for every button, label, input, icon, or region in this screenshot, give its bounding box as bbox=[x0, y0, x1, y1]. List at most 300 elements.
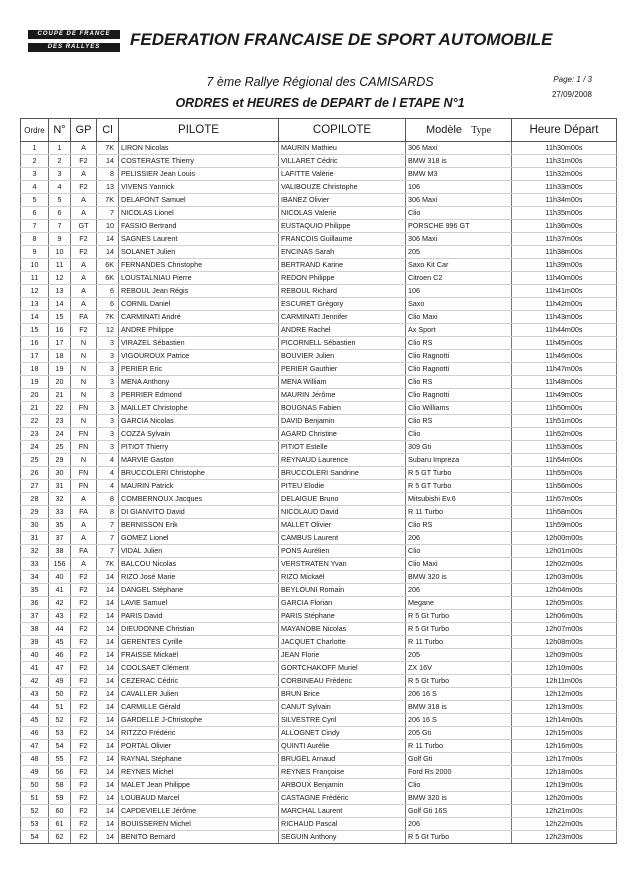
cell-gp: F2 bbox=[71, 636, 97, 649]
cell-no: 30 bbox=[49, 467, 71, 480]
logo-line-1: COUPE DE FRANCE bbox=[28, 30, 120, 39]
cell-cl: 14 bbox=[97, 779, 119, 792]
cell-no: 9 bbox=[49, 233, 71, 246]
cell-copilote: VILLARET Cédric bbox=[279, 155, 406, 168]
cell-heure: 11h43m00s bbox=[512, 311, 617, 324]
cell-ordre: 45 bbox=[21, 714, 49, 727]
cell-no: 16 bbox=[49, 324, 71, 337]
cell-copilote: MAURIN Jérôme bbox=[279, 389, 406, 402]
cell-no: 19 bbox=[49, 363, 71, 376]
table-row bbox=[21, 714, 617, 727]
cell-cl: 3 bbox=[97, 350, 119, 363]
cell-modele: 306 Maxi bbox=[406, 142, 512, 155]
cell-pilote: DANGEL Stéphane bbox=[119, 584, 279, 597]
cell-pilote: FERNANDES Christophe bbox=[119, 259, 279, 272]
cell-copilote: ANDRE Rachel bbox=[279, 324, 406, 337]
cell-modele: BMW 318 is bbox=[406, 701, 512, 714]
cell-modele: Clio Ragnotti bbox=[406, 363, 512, 376]
cell-copilote: SEGUIN Anthony bbox=[279, 831, 406, 844]
table-row bbox=[21, 285, 617, 298]
table-row bbox=[21, 649, 617, 662]
cell-cl: 6 bbox=[97, 298, 119, 311]
logo bbox=[28, 30, 120, 56]
table-row bbox=[21, 220, 617, 233]
cell-cl: 14 bbox=[97, 753, 119, 766]
cell-pilote: COMBERNOUX Jacques bbox=[119, 493, 279, 506]
cell-copilote: PERIER Gauthier bbox=[279, 363, 406, 376]
cell-cl: 7K bbox=[97, 311, 119, 324]
cell-heure: 12h20m00s bbox=[512, 792, 617, 805]
cell-heure: 11h50m00s bbox=[512, 402, 617, 415]
cell-pilote: LAVIE Samuel bbox=[119, 597, 279, 610]
cell-pilote: COSTERASTE Thierry bbox=[119, 155, 279, 168]
cell-gp: F2 bbox=[71, 688, 97, 701]
table-row bbox=[21, 831, 617, 844]
cell-gp: F2 bbox=[71, 571, 97, 584]
cell-no: 32 bbox=[49, 493, 71, 506]
cell-no: 24 bbox=[49, 428, 71, 441]
cell-ordre: 1 bbox=[21, 142, 49, 155]
cell-copilote: NICOLAS Valerie bbox=[279, 207, 406, 220]
table-row bbox=[21, 623, 617, 636]
cell-gp: A bbox=[71, 259, 97, 272]
cell-gp: F2 bbox=[71, 792, 97, 805]
cell-cl: 7 bbox=[97, 207, 119, 220]
cell-modele: Clio Ragnotti bbox=[406, 350, 512, 363]
cell-ordre: 12 bbox=[21, 285, 49, 298]
cell-gp: F2 bbox=[71, 831, 97, 844]
cell-modele: Clio Maxi bbox=[406, 311, 512, 324]
cell-pilote: DIEUDONNE Christian bbox=[119, 623, 279, 636]
cell-ordre: 29 bbox=[21, 506, 49, 519]
cell-heure: 12h05m00s bbox=[512, 597, 617, 610]
cell-copilote: BRUCCOLERI Sandrine bbox=[279, 467, 406, 480]
cell-pilote: RITZZO Frédéric bbox=[119, 727, 279, 740]
cell-heure: 12h03m00s bbox=[512, 571, 617, 584]
cell-copilote: EUSTAQUIO Philippe bbox=[279, 220, 406, 233]
cell-no: 58 bbox=[49, 779, 71, 792]
cell-copilote: QUINTI Aurélie bbox=[279, 740, 406, 753]
cell-heure: 11h33m00s bbox=[512, 181, 617, 194]
cell-ordre: 32 bbox=[21, 545, 49, 558]
col-heure: Heure Départ bbox=[512, 119, 617, 142]
table-row bbox=[21, 467, 617, 480]
cell-ordre: 54 bbox=[21, 831, 49, 844]
cell-cl: 14 bbox=[97, 727, 119, 740]
cell-copilote: MENA William bbox=[279, 376, 406, 389]
table-row bbox=[21, 480, 617, 493]
cell-gp: A bbox=[71, 272, 97, 285]
cell-pilote: MARVIE Gaston bbox=[119, 454, 279, 467]
cell-pilote: LIRON Nicolas bbox=[119, 142, 279, 155]
cell-ordre: 14 bbox=[21, 311, 49, 324]
cell-modele: Ford Rs 2000 bbox=[406, 766, 512, 779]
cell-pilote: MAILLET Christophe bbox=[119, 402, 279, 415]
cell-pilote: GARCIA Nicolas bbox=[119, 415, 279, 428]
document-date: 27/09/2008 bbox=[551, 90, 592, 99]
cell-copilote: BRUN Brice bbox=[279, 688, 406, 701]
cell-heure: 11h56m00s bbox=[512, 480, 617, 493]
table-row bbox=[21, 428, 617, 441]
cell-cl: 14 bbox=[97, 740, 119, 753]
cell-ordre: 47 bbox=[21, 740, 49, 753]
table-row bbox=[21, 766, 617, 779]
cell-cl: 7 bbox=[97, 545, 119, 558]
table-row bbox=[21, 753, 617, 766]
cell-modele: Mitsubishi Ev.6 bbox=[406, 493, 512, 506]
cell-modele: 309 Gti bbox=[406, 441, 512, 454]
table-row bbox=[21, 207, 617, 220]
cell-cl: 14 bbox=[97, 233, 119, 246]
cell-ordre: 5 bbox=[21, 194, 49, 207]
cell-gp: F2 bbox=[71, 753, 97, 766]
cell-cl: 14 bbox=[97, 766, 119, 779]
cell-copilote: BOUGNAS Fabien bbox=[279, 402, 406, 415]
cell-cl: 14 bbox=[97, 584, 119, 597]
table-row bbox=[21, 454, 617, 467]
cell-gp: FA bbox=[71, 506, 97, 519]
cell-pilote: SOLANET Julien bbox=[119, 246, 279, 259]
cell-heure: 11h38m00s bbox=[512, 246, 617, 259]
cell-ordre: 31 bbox=[21, 532, 49, 545]
cell-gp: F2 bbox=[71, 701, 97, 714]
cell-cl: 3 bbox=[97, 415, 119, 428]
cell-cl: 10 bbox=[97, 220, 119, 233]
cell-cl: 6K bbox=[97, 272, 119, 285]
cell-no: 7 bbox=[49, 220, 71, 233]
cell-copilote: BOUVIER Julien bbox=[279, 350, 406, 363]
cell-modele: Clio Ragnotti bbox=[406, 389, 512, 402]
cell-no: 40 bbox=[49, 571, 71, 584]
cell-heure: 11h55m00s bbox=[512, 467, 617, 480]
start-order-table bbox=[20, 118, 617, 844]
cell-gp: FN bbox=[71, 402, 97, 415]
cell-gp: N bbox=[71, 350, 97, 363]
cell-modele: BMW 318 is bbox=[406, 155, 512, 168]
cell-copilote: PARIS Stéphane bbox=[279, 610, 406, 623]
cell-ordre: 43 bbox=[21, 688, 49, 701]
cell-ordre: 38 bbox=[21, 623, 49, 636]
cell-heure: 11h45m00s bbox=[512, 337, 617, 350]
cell-copilote: FRANCOIS Guillaume bbox=[279, 233, 406, 246]
table-row bbox=[21, 298, 617, 311]
cell-no: 49 bbox=[49, 675, 71, 688]
cell-copilote: BEYLOUNI Romain bbox=[279, 584, 406, 597]
cell-heure: 11h40m00s bbox=[512, 272, 617, 285]
cell-modele: Clio Maxi bbox=[406, 558, 512, 571]
cell-modele: BMW 320 is bbox=[406, 792, 512, 805]
cell-heure: 12h10m00s bbox=[512, 662, 617, 675]
cell-pilote: DELAFONT Samuel bbox=[119, 194, 279, 207]
cell-copilote: PICORNELL Sébastien bbox=[279, 337, 406, 350]
table-row bbox=[21, 168, 617, 181]
cell-ordre: 51 bbox=[21, 792, 49, 805]
cell-pilote: REBOUL Jean Régis bbox=[119, 285, 279, 298]
cell-copilote: RIZO Mickaël bbox=[279, 571, 406, 584]
cell-pilote: MAURIN Patrick bbox=[119, 480, 279, 493]
cell-no: 156 bbox=[49, 558, 71, 571]
cell-no: 59 bbox=[49, 792, 71, 805]
cell-modele: R 5 GT Turbo bbox=[406, 480, 512, 493]
cell-copilote: PITEU Elodie bbox=[279, 480, 406, 493]
cell-ordre: 40 bbox=[21, 649, 49, 662]
cell-pilote: PARIS David bbox=[119, 610, 279, 623]
cell-copilote: AGARD Christine bbox=[279, 428, 406, 441]
cell-no: 13 bbox=[49, 285, 71, 298]
col-modele: Modèle bbox=[425, 124, 463, 136]
table-row bbox=[21, 272, 617, 285]
table-row bbox=[21, 610, 617, 623]
cell-pilote: LOUSTALNIAU Pierre bbox=[119, 272, 279, 285]
cell-gp: F2 bbox=[71, 805, 97, 818]
cell-cl: 14 bbox=[97, 688, 119, 701]
cell-modele: 205 Gti bbox=[406, 727, 512, 740]
cell-heure: 12h02m00s bbox=[512, 558, 617, 571]
cell-gp: N bbox=[71, 415, 97, 428]
cell-modele: Clio bbox=[406, 545, 512, 558]
cell-ordre: 26 bbox=[21, 467, 49, 480]
cell-cl: 3 bbox=[97, 441, 119, 454]
cell-heure: 12h14m00s bbox=[512, 714, 617, 727]
cell-cl: 13 bbox=[97, 181, 119, 194]
table-row bbox=[21, 259, 617, 272]
cell-gp: A bbox=[71, 493, 97, 506]
cell-no: 62 bbox=[49, 831, 71, 844]
cell-pilote: VIVENS Yannick bbox=[119, 181, 279, 194]
cell-copilote: ARBOUX Benjamin bbox=[279, 779, 406, 792]
cell-no: 56 bbox=[49, 766, 71, 779]
cell-heure: 11h58m00s bbox=[512, 506, 617, 519]
cell-cl: 14 bbox=[97, 155, 119, 168]
cell-no: 38 bbox=[49, 545, 71, 558]
cell-heure: 12h04m00s bbox=[512, 584, 617, 597]
cell-ordre: 17 bbox=[21, 350, 49, 363]
cell-heure: 11h46m00s bbox=[512, 350, 617, 363]
cell-heure: 11h52m00s bbox=[512, 428, 617, 441]
cell-ordre: 28 bbox=[21, 493, 49, 506]
cell-modele: 306 Maxi bbox=[406, 194, 512, 207]
cell-cl: 14 bbox=[97, 714, 119, 727]
cell-gp: N bbox=[71, 376, 97, 389]
cell-pilote: FRAISSE Mickaël bbox=[119, 649, 279, 662]
cell-no: 1 bbox=[49, 142, 71, 155]
cell-modele: 205 bbox=[406, 246, 512, 259]
cell-pilote: RAYNAL Stéphane bbox=[119, 753, 279, 766]
cell-ordre: 53 bbox=[21, 818, 49, 831]
cell-heure: 11h37m00s bbox=[512, 233, 617, 246]
cell-heure: 11h51m00s bbox=[512, 415, 617, 428]
cell-pilote: REYNES Michel bbox=[119, 766, 279, 779]
cell-ordre: 9 bbox=[21, 246, 49, 259]
cell-cl: 12 bbox=[97, 324, 119, 337]
col-copilote: COPILOTE bbox=[279, 119, 406, 142]
cell-modele: Golf Gti 16S bbox=[406, 805, 512, 818]
cell-ordre: 19 bbox=[21, 376, 49, 389]
cell-modele: R 5 Gt Turbo bbox=[406, 623, 512, 636]
cell-cl: 14 bbox=[97, 831, 119, 844]
cell-copilote: PONS Aurélien bbox=[279, 545, 406, 558]
cell-modele: 206 bbox=[406, 532, 512, 545]
cell-copilote: SILVESTRE Cyril bbox=[279, 714, 406, 727]
cell-cl: 3 bbox=[97, 428, 119, 441]
cell-pilote: CEZERAC Cédric bbox=[119, 675, 279, 688]
cell-gp: F2 bbox=[71, 181, 97, 194]
cell-ordre: 49 bbox=[21, 766, 49, 779]
cell-no: 17 bbox=[49, 337, 71, 350]
cell-no: 2 bbox=[49, 155, 71, 168]
cell-modele: 206 bbox=[406, 818, 512, 831]
cell-ordre: 27 bbox=[21, 480, 49, 493]
cell-modele: 306 Maxi bbox=[406, 233, 512, 246]
table-row bbox=[21, 246, 617, 259]
cell-ordre: 44 bbox=[21, 701, 49, 714]
col-cl: Cl bbox=[97, 119, 119, 142]
cell-ordre: 35 bbox=[21, 584, 49, 597]
cell-cl: 8 bbox=[97, 493, 119, 506]
cell-copilote: DAVID Benjamin bbox=[279, 415, 406, 428]
cell-copilote: MAYANOBE Nicolas bbox=[279, 623, 406, 636]
table-row bbox=[21, 558, 617, 571]
cell-heure: 11h35m00s bbox=[512, 207, 617, 220]
cell-heure: 11h57m00s bbox=[512, 493, 617, 506]
cell-pilote: BOUISSEREN Michel bbox=[119, 818, 279, 831]
cell-pilote: GOMEZ Lionel bbox=[119, 532, 279, 545]
cell-gp: FN bbox=[71, 428, 97, 441]
cell-cl: 3 bbox=[97, 337, 119, 350]
table-row bbox=[21, 818, 617, 831]
cell-no: 42 bbox=[49, 597, 71, 610]
cell-heure: 12h15m00s bbox=[512, 727, 617, 740]
cell-no: 20 bbox=[49, 376, 71, 389]
document-subtitle: ORDRES et HEURES de DEPART de l ETAPE N°1 bbox=[175, 96, 465, 110]
cell-heure: 11h44m00s bbox=[512, 324, 617, 337]
cell-gp: F2 bbox=[71, 714, 97, 727]
cell-copilote: CANUT Sylvain bbox=[279, 701, 406, 714]
cell-heure: 11h54m00s bbox=[512, 454, 617, 467]
cell-modele: 206 16 S bbox=[406, 714, 512, 727]
cell-ordre: 10 bbox=[21, 259, 49, 272]
cell-copilote: BERTRAND Karine bbox=[279, 259, 406, 272]
cell-no: 47 bbox=[49, 662, 71, 675]
cell-no: 6 bbox=[49, 207, 71, 220]
cell-modele: 205 bbox=[406, 649, 512, 662]
cell-heure: 12h16m00s bbox=[512, 740, 617, 753]
table-row bbox=[21, 402, 617, 415]
cell-gp: F2 bbox=[71, 766, 97, 779]
cell-gp: FN bbox=[71, 480, 97, 493]
cell-ordre: 25 bbox=[21, 454, 49, 467]
cell-cl: 14 bbox=[97, 662, 119, 675]
cell-copilote: CARMINATI Jennifer bbox=[279, 311, 406, 324]
logo-line-2: DES RALLYES bbox=[28, 43, 120, 52]
cell-cl: 4 bbox=[97, 480, 119, 493]
table-row bbox=[21, 363, 617, 376]
cell-cl: 3 bbox=[97, 402, 119, 415]
cell-copilote: JACQUET Charlotte bbox=[279, 636, 406, 649]
cell-pilote: LOUBAUD Marcel bbox=[119, 792, 279, 805]
cell-gp: F2 bbox=[71, 740, 97, 753]
cell-gp: N bbox=[71, 337, 97, 350]
cell-modele: Clio RS bbox=[406, 376, 512, 389]
cell-heure: 12h13m00s bbox=[512, 701, 617, 714]
cell-ordre: 7 bbox=[21, 220, 49, 233]
cell-ordre: 39 bbox=[21, 636, 49, 649]
cell-copilote: DELAIGUE Bruno bbox=[279, 493, 406, 506]
cell-cl: 4 bbox=[97, 454, 119, 467]
cell-modele: Citroen C2 bbox=[406, 272, 512, 285]
cell-no: 31 bbox=[49, 480, 71, 493]
cell-no: 3 bbox=[49, 168, 71, 181]
cell-modele: Clio RS bbox=[406, 415, 512, 428]
cell-cl: 14 bbox=[97, 571, 119, 584]
cell-no: 11 bbox=[49, 259, 71, 272]
cell-modele: R 5 GT Turbo bbox=[406, 467, 512, 480]
cell-gp: N bbox=[71, 389, 97, 402]
table-row bbox=[21, 311, 617, 324]
table-row bbox=[21, 597, 617, 610]
cell-gp: F2 bbox=[71, 246, 97, 259]
cell-modele: Clio bbox=[406, 779, 512, 792]
cell-cl: 14 bbox=[97, 636, 119, 649]
cell-copilote: MARCHAL Laurent bbox=[279, 805, 406, 818]
cell-modele: BMW 320 is bbox=[406, 571, 512, 584]
cell-modele: Clio RS bbox=[406, 337, 512, 350]
cell-heure: 12h07m00s bbox=[512, 623, 617, 636]
cell-copilote: PITIOT Estelle bbox=[279, 441, 406, 454]
cell-no: 61 bbox=[49, 818, 71, 831]
table-header-row bbox=[21, 119, 617, 142]
cell-heure: 11h48m00s bbox=[512, 376, 617, 389]
cell-no: 15 bbox=[49, 311, 71, 324]
cell-no: 50 bbox=[49, 688, 71, 701]
cell-heure: 12h01m00s bbox=[512, 545, 617, 558]
cell-heure: 12h00m00s bbox=[512, 532, 617, 545]
cell-gp: FN bbox=[71, 441, 97, 454]
cell-ordre: 36 bbox=[21, 597, 49, 610]
cell-pilote: VIDAL Julien bbox=[119, 545, 279, 558]
cell-cl: 14 bbox=[97, 610, 119, 623]
cell-no: 41 bbox=[49, 584, 71, 597]
cell-cl: 14 bbox=[97, 675, 119, 688]
cell-cl: 14 bbox=[97, 623, 119, 636]
cell-heure: 12h19m00s bbox=[512, 779, 617, 792]
cell-cl: 14 bbox=[97, 246, 119, 259]
cell-modele: R 11 Turbo bbox=[406, 636, 512, 649]
cell-pilote: VIRAZEL Sébastien bbox=[119, 337, 279, 350]
table-row bbox=[21, 337, 617, 350]
cell-copilote: VERSTRATEN Yvan bbox=[279, 558, 406, 571]
cell-modele: Clio RS bbox=[406, 519, 512, 532]
cell-heure: 11h53m00s bbox=[512, 441, 617, 454]
table-row bbox=[21, 493, 617, 506]
table-row bbox=[21, 415, 617, 428]
cell-pilote: BALCOU Nicolas bbox=[119, 558, 279, 571]
cell-pilote: SAGNES Laurent bbox=[119, 233, 279, 246]
cell-ordre: 8 bbox=[21, 233, 49, 246]
cell-gp: F2 bbox=[71, 818, 97, 831]
cell-modele: PORSCHE 996 GT bbox=[406, 220, 512, 233]
cell-no: 52 bbox=[49, 714, 71, 727]
cell-heure: 12h23m00s bbox=[512, 831, 617, 844]
table-row bbox=[21, 701, 617, 714]
table-row bbox=[21, 506, 617, 519]
cell-pilote: BRUCCOLERI Christophe bbox=[119, 467, 279, 480]
cell-heure: 11h59m00s bbox=[512, 519, 617, 532]
cell-no: 60 bbox=[49, 805, 71, 818]
cell-ordre: 4 bbox=[21, 181, 49, 194]
table-row bbox=[21, 324, 617, 337]
cell-gp: A bbox=[71, 285, 97, 298]
